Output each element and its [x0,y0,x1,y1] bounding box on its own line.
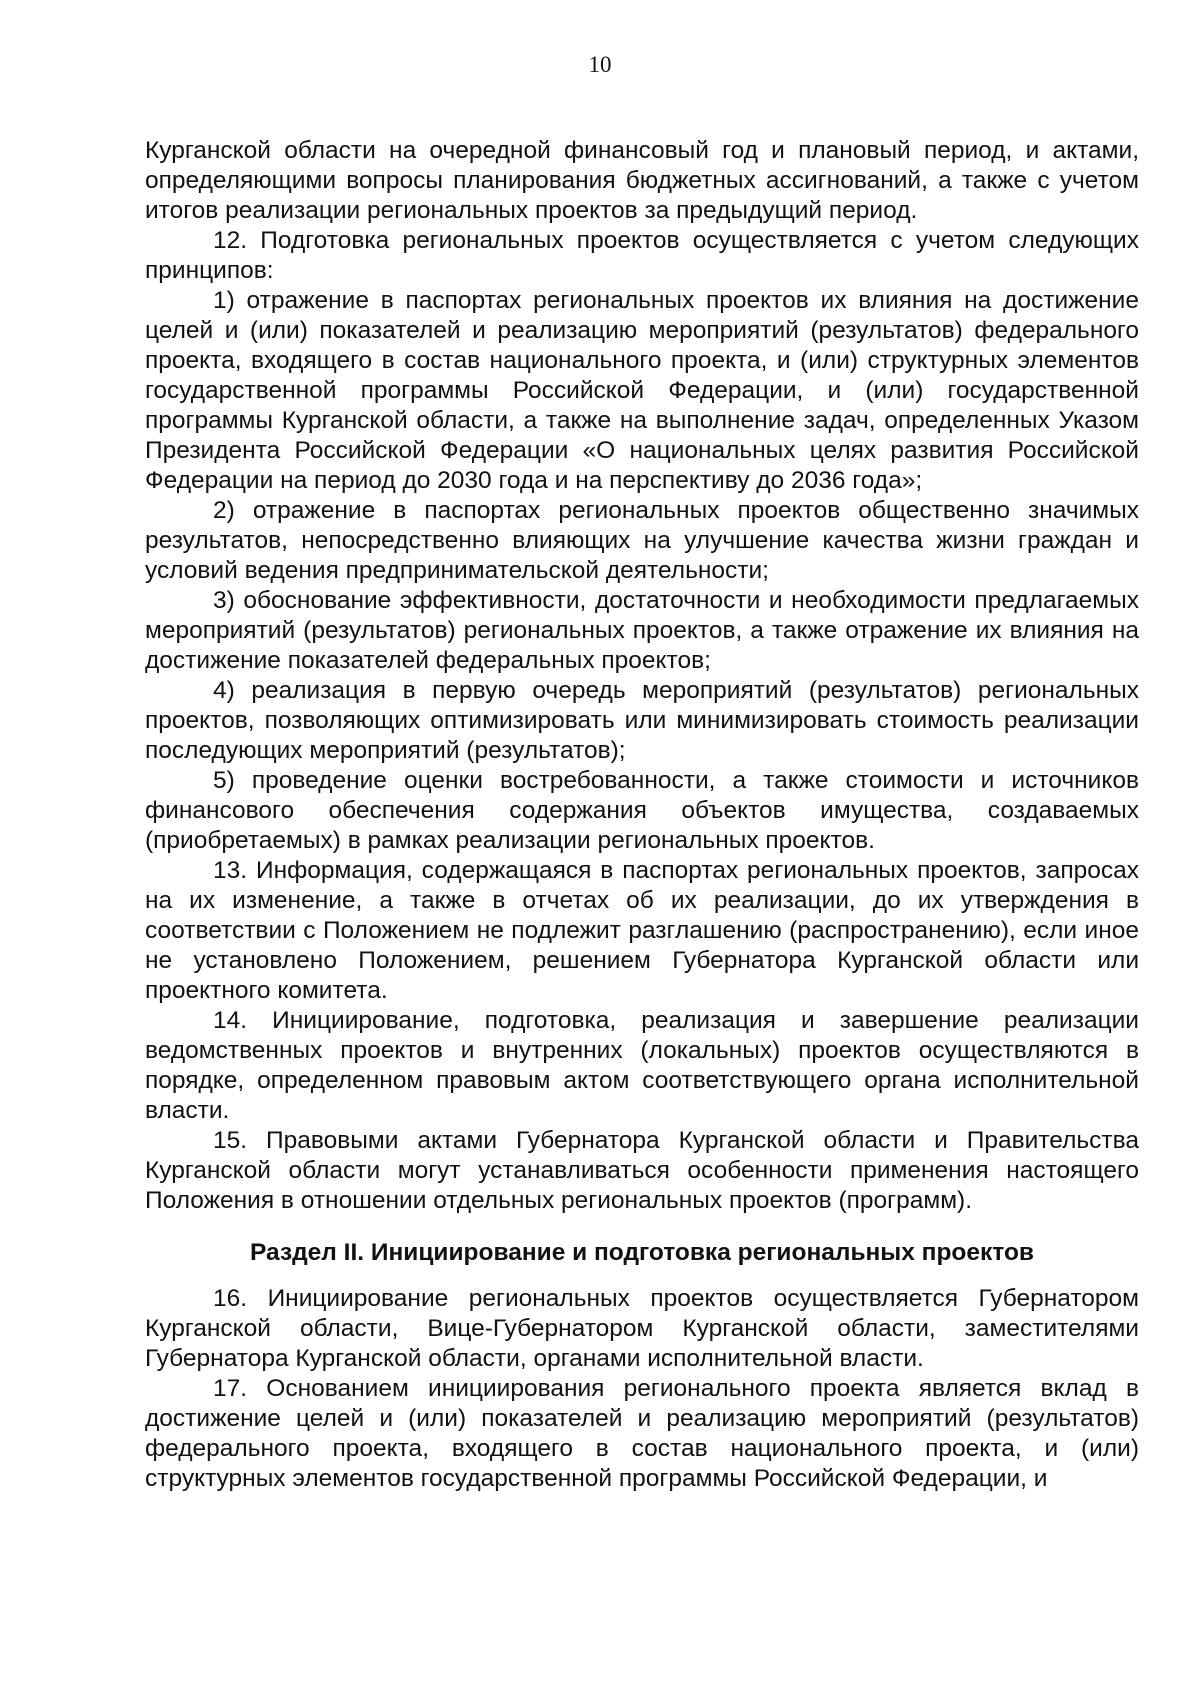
paragraph-principle-4: 4) реализация в первую очередь мероприятий (результатов) региональных проектов, позволяющих оптимизировать или минимизировать стоимость реализации последующих мероприятий (результатов); [145,677,1139,764]
paragraph-item-17: 17. Основанием инициирования регионального проекта является вклад в достижение целей и (или) показателей и реализацию мероприятий (результатов) федерального проекта, входящего в состав национального проекта, и (или) структурных элементов государственной программы Российской Федерации, и [145,1375,1139,1492]
paragraph-item-12: 12. Подготовка региональных проектов осуществляется с учетом следующих принципов: [145,227,1139,284]
section-heading: Раздел II. Инициирование и подготовка региональных проектов [250,1239,1034,1266]
paragraph-item-15: 15. Правовыми актами Губернатора Курганской области и Правительства Курганской области могут устанавливаться особенности применения настоящего Положения в отношении отдельных региональных проектов (программ). [145,1127,1139,1214]
document-body [145,136,1139,1494]
paragraph-item-16: 16. Инициирование региональных проектов осуществляется Губернатором Курганской области, Вице-Губернатором Курганской области, заместителями Губернатора Курганской области, органами исполнительной власти. [145,1285,1139,1372]
paragraph-continuation: Курганской области на очередной финансовый год и плановый период, и актами, определяющими вопросы планирования бюджетных ассигнований, а также с учетом итогов реализации региональных проектов за предыдущий период. [145,137,1139,224]
paragraph-principle-5: 5) проведение оценки востребованности, а также стоимости и источников финансового обеспечения содержания объектов имущества, создаваемых (приобретаемых) в рамках реализации региональных проектов. [145,767,1139,854]
paragraph-principle-1: 1) отражение в паспортах региональных проектов их влияния на достижение целей и (или) показателей и реализацию мероприятий (результатов) федерального проекта, входящего в состав национального проекта, и (или) структурных элементов государственной программы Российской Федерации, и (или) государственной программы Курганской области, а также на выполнение задач, определенных Указом Президента Российской Федерации «О национальных целях развития Российской Федерации на период до 2030 года и на перспективу до 2036 года»; [145,287,1139,494]
paragraph-item-13: 13. Информация, содержащаяся в паспортах региональных проектов, запросах на их изменение, а также в отчетах об их реализации, до их утверждения в соответствии с Положением не подлежит разглашению (распространению), если иное не установлено Положением, решением Губернатора Курганской области или проектного комитета. [145,857,1139,1004]
paragraph-principle-2: 2) отражение в паспортах региональных проектов общественно значимых результатов, непосредственно влияющих на улучшение качества жизни граждан и условий ведения предпринимательской деятельности; [145,497,1139,584]
paragraph-item-14: 14. Инициирование, подготовка, реализация и завершение реализации ведомственных проектов и внутренних (локальных) проектов осуществляются в порядке, определенном правовым актом соответствующего органа исполнительной власти. [145,1007,1139,1124]
page-number: 10 [588,52,612,77]
paragraph-principle-3: 3) обоснование эффективности, достаточности и необходимости предлагаемых мероприятий (результатов) региональных проектов, а также отражение их влияния на достижение показателей федеральных проектов; [145,587,1139,674]
